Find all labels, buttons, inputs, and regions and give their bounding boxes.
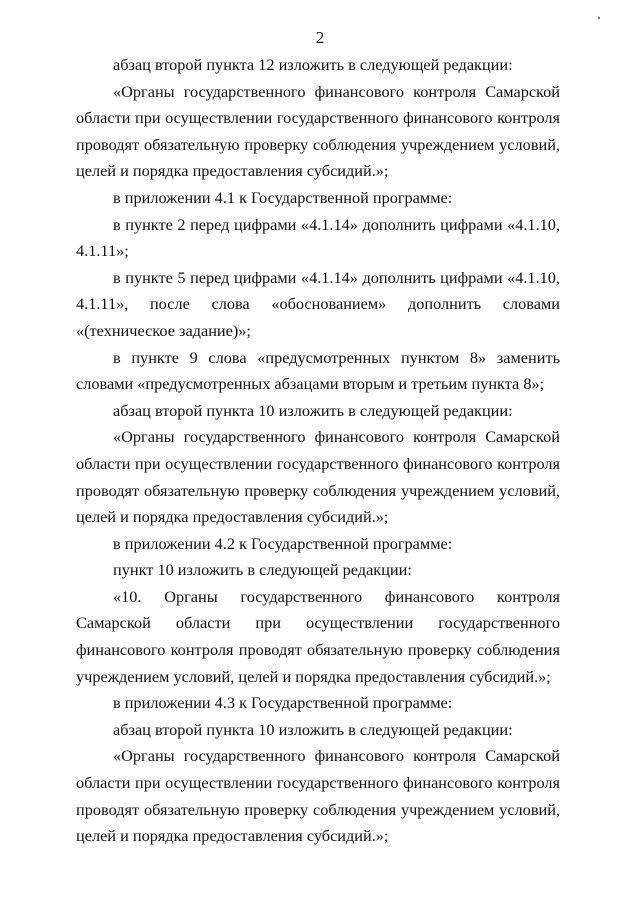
document-body (76, 52, 560, 850)
paragraph-appendix-4-2: в приложении 4.2 к Государственной программе: (113, 533, 453, 553)
paragraph-item-5: в пункте 5 перед цифрами «4.1.14» дополнить цифрами «4.1.10, 4.1.11», после слова «обоснованием» дополнить словами «(техническое задание)»; (76, 267, 560, 340)
paragraph-amend-para-12: абзац второй пункта 12 изложить в следующей редакции: (113, 55, 513, 74)
paragraph-appendix-4-3: в приложении 4.3 к Государственной программе: (113, 693, 453, 713)
paragraph-item-2: в пункте 2 перед цифрами «4.1.14» дополнить цифрами «4.1.10, 4.1.11»; (76, 214, 560, 261)
paragraph-amend-para-10-b: абзац второй пункта 10 изложить в следующей редакции: (113, 719, 513, 739)
page-number: 2 (315, 28, 325, 47)
paragraph-item-9: в пункте 9 слова «предусмотренных пунктом 8» заменить словами «предусмотренных абзацами вторым и третьим пункта 8»; (76, 347, 560, 394)
paragraph-quote-control-4: «Органы государственного финансового контроля Самарской области при осуществлении государственного финансового контроля проводят обязательную проверку соблюдения учреждением условий, целей и порядка предоставления субсидий.»; (76, 746, 560, 846)
paragraph-item-10-edit: пункт 10 изложить в следующей редакции: (113, 560, 412, 580)
paragraph-amend-para-10: абзац второй пункта 10 изложить в следующей редакции: (113, 400, 513, 420)
paragraph-quote-control-1: «Органы государственного финансового контроля Самарской области при осуществлении государственного финансового контроля проводят обязательную проверку соблюдения учреждением условий, целей и порядка предоставления субсидий.»; (76, 81, 560, 181)
scan-speck (598, 17, 600, 19)
paragraph-appendix-4-1: в приложении 4.1 к Государственной программе: (113, 187, 453, 207)
paragraph-quote-control-2: «Органы государственного финансового контроля Самарской области при осуществлении государственного финансового контроля проводят обязательную проверку соблюдения учреждением условий, целей и порядка предоставления субсидий.»; (76, 427, 560, 527)
paragraph-quote-control-3: «10. Органы государственного финансового контроля Самарской области при осуществлении государственного финансового контроля проводят обязательную проверку соблюдения учреждением условий, целей и порядка предоставления субсидий.»; (76, 586, 560, 686)
